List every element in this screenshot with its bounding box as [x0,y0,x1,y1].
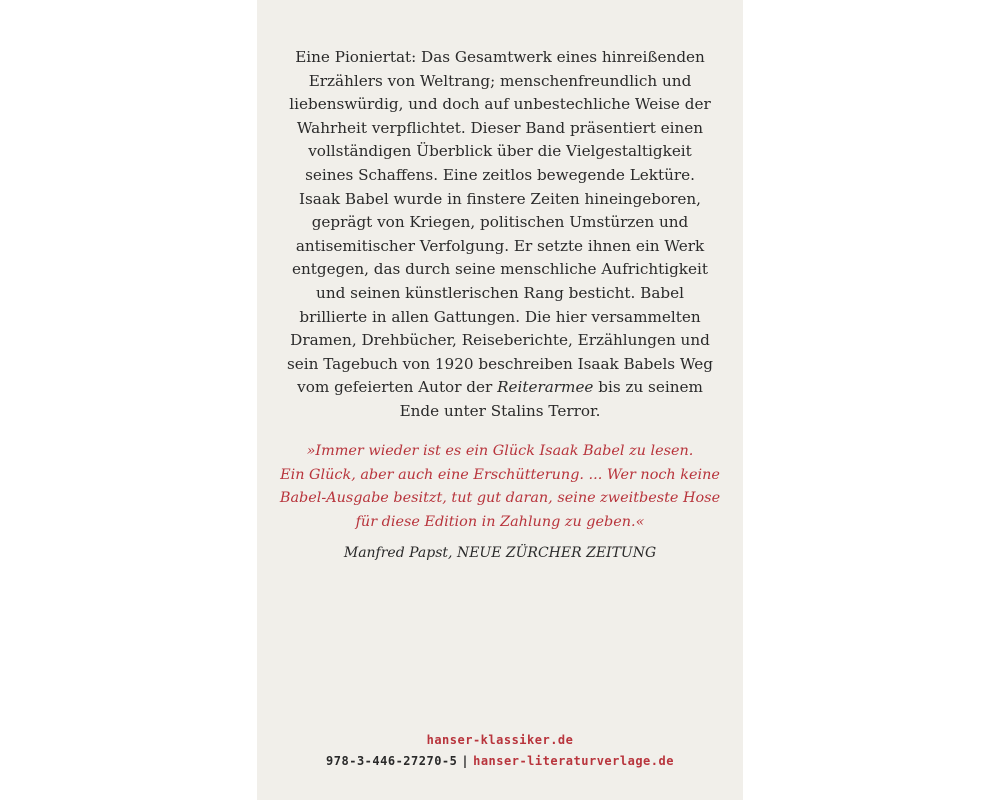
back-cover [257,0,743,800]
blurb-line: Erzählers von Weltrang; menschenfreundlich und [308,71,692,90]
quote-line: für diese Edition in Zahlung zu geben.« [355,513,645,530]
footer-website-line [257,733,743,747]
blurb-line: Wahrheit verpflichtet. Dieser Band präsentiert einen [296,118,704,137]
blurb-line [257,376,743,400]
blurb-line: geprägt von Kriegen, politischen Umstürzen und [311,213,689,232]
website-link-literaturverlage[interactable]: hanser-literaturverlage.de [473,754,674,768]
quote-line: Babel-Ausgabe besitzt, tut gut daran, seine zweitbeste Hose [279,490,721,507]
blurb-line: Eine Pioniertat: Das Gesamtwerk eines hinreißenden [295,48,705,66]
blurb-text [257,46,743,424]
blurb-line: Ende unter Stalins Terror. [399,401,601,420]
blurb-line: Dramen, Drehbücher, Reiseberichte, Erzählungen und [290,331,710,350]
blurb-text-segment: bis zu seinem [593,378,703,397]
blurb-line: brillierte in allen Gattungen. Die hier versammelten [299,307,701,326]
quote-line: »Immer wieder ist es ein Glück Isaak Babel zu lesen. [306,443,694,459]
blurb-line: Isaak Babel wurde in finstere Zeiten hineingeboren, [298,189,702,208]
isbn-number: 978-3-446-27270-5 [326,754,458,768]
blurb-line: entgegen, das durch seine menschliche Aufrichtigkeit [292,260,708,279]
press-quote [257,440,743,534]
blurb-line: sein Tagebuch von 1920 beschreiben Isaak Babels Weg [286,354,714,373]
blurb-text-segment: vom gefeierten Autor der [297,378,498,397]
quote-line: Ein Glück, aber auch eine Erschütterung. ... Wer noch keine [280,466,720,483]
footer-isbn-line [257,754,743,768]
quote-attribution [257,542,743,564]
blurb-line: und seinen künstlerischen Rang besticht. Babel [316,283,684,302]
book-title-reiterarmee: Reiterarmee [497,378,594,397]
blurb-line: liebenswürdig, und doch auf unbestechliche Weise der [289,95,711,114]
blurb-line: antisemitischer Verfolgung. Er setzte ihnen ein Werk [295,236,705,255]
blurb-line: seines Schaffens. Eine zeitlos bewegende Lektüre. [305,165,695,184]
attribution-source: NEUE ZÜRCHER ZEITUNG [456,545,657,561]
attribution-author: Manfred Papst, [343,545,453,561]
blurb-line: vollständigen Überblick über die Vielgestaltigkeit [308,142,692,161]
website-link-klassiker[interactable]: hanser-klassiker.de [426,733,574,747]
footer-separator: | [461,754,470,768]
